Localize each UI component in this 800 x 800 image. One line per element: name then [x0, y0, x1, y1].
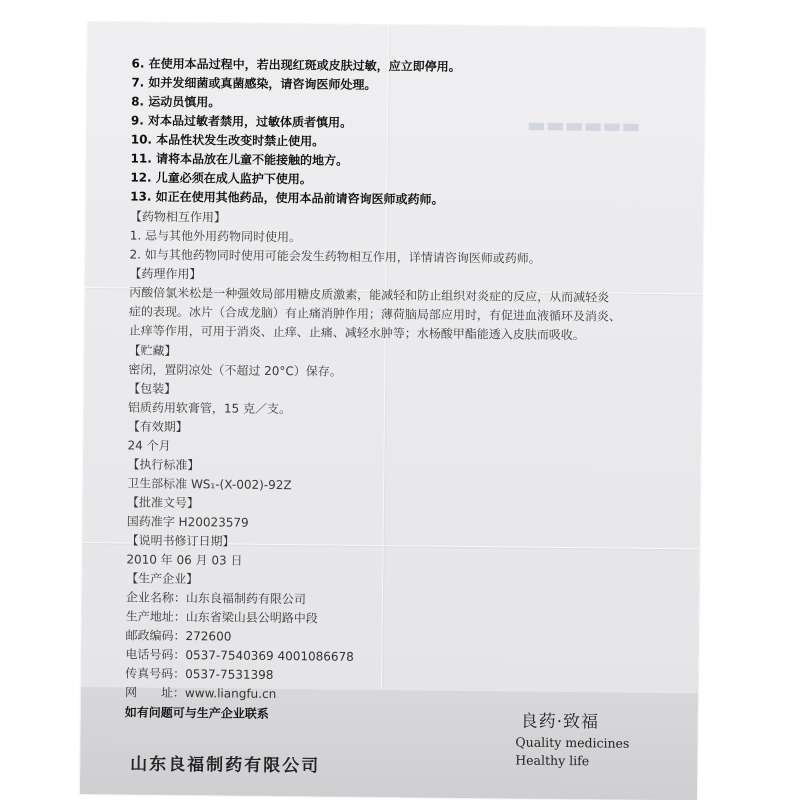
- warning-item: 10. 本品性状发生改变时禁止使用。: [130, 132, 325, 149]
- slogan-chinese: 良药·致福: [520, 711, 600, 733]
- warning-item: 13. 如正在使用其他药品，使用本品前请咨询医师或药师。: [130, 189, 444, 207]
- company-name-footer: 山东良福制药有限公司: [130, 754, 321, 777]
- interaction-item: 1. 忌与其他外用药物同时使用。: [129, 228, 302, 245]
- warning-item: 7. 如并发细菌或真菌感染，请咨询医师处理。: [131, 75, 377, 93]
- manufacturer-name: 企业名称：山东良福制药有限公司: [125, 590, 307, 607]
- reverse-side-bleed: ▬▬▬▬▬▬: [526, 112, 641, 138]
- manufacturer-postcode: 邮政编码：272600: [125, 628, 232, 644]
- package-value: 铝质药用软膏管，15 克／支。: [127, 400, 292, 417]
- package-insert-sheet: [80, 22, 705, 800]
- warning-item: 12. 儿童必须在成人监护下使用。: [130, 170, 312, 187]
- pharmacology-text: 丙酸倍氯米松是一种强效局部用糖皮质激素，能减轻和防止组织对炎症的反应，从而减轻炎: [129, 285, 610, 305]
- section-header-standard: 【执行标准】: [127, 457, 200, 473]
- approval-value: 国药准字 H20023579: [126, 514, 249, 530]
- storage-value: 密闭，置阴凉处（不超过 20°C）保存。: [128, 362, 342, 379]
- slogan-english-line-1: Quality medicines: [515, 734, 630, 751]
- warning-item: 9. 对本品过敏者禁用，过敏体质者慎用。: [130, 113, 353, 130]
- contact-note: 如有问题可与生产企业联系: [124, 705, 269, 721]
- warning-item: 6. 在使用本品过程中，若出现红斑或皮肤过敏，应立即停用。: [131, 56, 461, 74]
- expiry-value: 24 个月: [127, 438, 171, 453]
- manufacturer-fax: 传真号码：0537-7531398: [125, 666, 274, 682]
- section-header-approval: 【批准文号】: [126, 495, 200, 511]
- section-header-package: 【包装】: [128, 381, 177, 396]
- manufacturer-phone: 电话号码：0537-7540369 4001086678: [125, 647, 354, 664]
- warning-item: 8. 运动员慎用。: [131, 94, 221, 110]
- section-header-revision: 【说明书修订日期】: [126, 533, 235, 549]
- slogan-english-line-2: Healthy life: [515, 752, 590, 769]
- warning-item: 11. 请将本品放在儿童不能接触的地方。: [130, 151, 349, 168]
- section-header-interactions: 【药物相互作用】: [129, 209, 227, 225]
- section-header-expiry: 【有效期】: [127, 419, 188, 435]
- interaction-item: 2. 如与其他药物同时使用可能会发生药物相互作用，详情请咨询医师或药师。: [129, 247, 541, 266]
- fold-crease-vertical: [380, 25, 389, 797]
- manufacturer-website: 网 址：www.liangfu.cn: [124, 685, 277, 702]
- pharmacology-text: 止痒等作用，可用于消炎、止痒、止痛、减轻水肿等；水杨酸甲酯能透入皮肤而吸收。: [128, 323, 585, 343]
- pharmacology-text: 症的表现。冰片（合成龙脑）有止痛消肿作用；薄荷脑局部应用时，有促进血液循环及消炎、: [128, 304, 622, 324]
- standard-value: 卫生部标准 WS₁-(X-002)-92Z: [127, 476, 292, 493]
- section-header-storage: 【贮藏】: [128, 343, 177, 358]
- section-header-manufacturer: 【生产企业】: [126, 571, 199, 587]
- section-header-pharmacology: 【药理作用】: [129, 266, 202, 282]
- revision-value: 2010 年 06 月 03 日: [126, 552, 243, 568]
- manufacturer-address: 生产地址：山东省梁山县公明路中段: [125, 609, 318, 626]
